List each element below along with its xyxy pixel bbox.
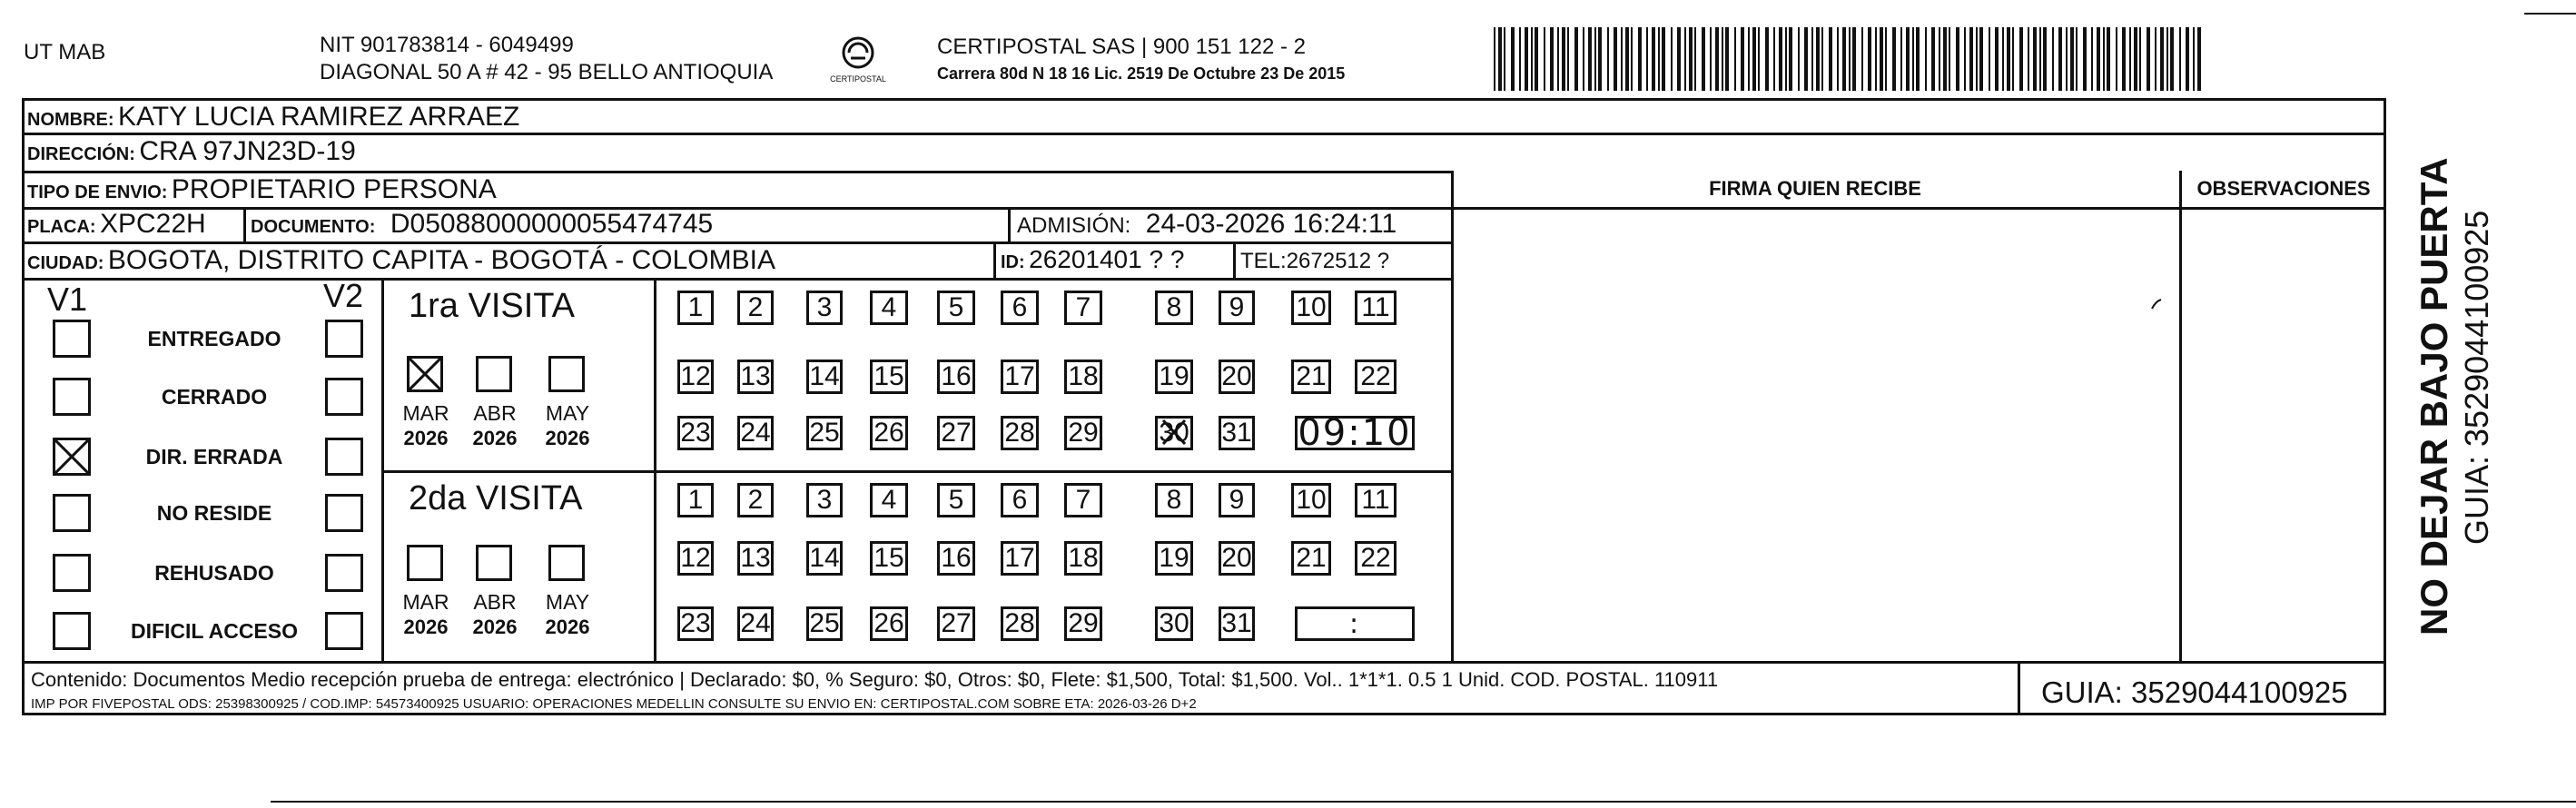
imp-text: IMP POR FIVEPOSTAL ODS: 25398300925 / COD.IMP: 54573400925 USUARIO: OPERACIONES MEDELLIN CONSULTE SU ENVIO EN: CERTIPOSTAL.COM SOBRE ETA: 2026-03-26 D+2 [31, 696, 1197, 712]
second-day-25[interactable]: 25 [806, 606, 843, 641]
barcode-bar [1880, 27, 1883, 91]
second-year-label: 2026 [403, 616, 449, 638]
barcode-bar [1734, 27, 1736, 91]
barcode-bar [2193, 27, 2195, 91]
barcode-bar [1694, 27, 1696, 91]
barcode-bar [1498, 27, 1502, 91]
bottom-rule [271, 801, 2576, 803]
documento-value: D05088000000055474745 [390, 209, 714, 239]
column-divider [1451, 171, 1454, 661]
first-month-label: MAY [545, 401, 590, 425]
barcode-bar [1550, 27, 1554, 91]
barcode-bar [1758, 27, 1760, 91]
pen-mark [2150, 298, 2163, 310]
barcode-bar [1785, 27, 1787, 91]
barcode-bar [1931, 27, 1935, 91]
barcode-bar [1956, 27, 1959, 91]
second-day-4[interactable]: 4 [870, 483, 908, 517]
barcode-bar [1702, 27, 1705, 91]
no-dejar-warning: NO DEJAR BAJO PUERTA [2413, 157, 2455, 636]
direccion-label: DIRECCIÓN: [27, 144, 135, 164]
first-month-label: MAR [402, 401, 449, 425]
license-text: Carrera 80d N 18 16 Lic. 2519 De Octubre 23 De 2015 [937, 64, 1346, 83]
barcode-bar [1671, 27, 1673, 91]
second-day-22[interactable]: 22 [1355, 541, 1397, 576]
first-day-15[interactable]: 15 [870, 360, 908, 394]
barcode-bar [1842, 27, 1846, 91]
v2-label: V2 [323, 277, 364, 314]
v2-checkbox[interactable] [325, 494, 363, 532]
certipostal-logo [822, 34, 894, 85]
barcode-bar [1837, 27, 1839, 91]
second-day-12[interactable]: 12 [677, 541, 714, 576]
barcode-bar [2043, 27, 2047, 91]
certipostal-text: CERTIPOSTAL SAS | 900 151 122 - 2 [937, 34, 1306, 59]
first-day-2[interactable]: 2 [737, 291, 774, 325]
column-divider [381, 278, 384, 661]
second-day-21[interactable]: 21 [1291, 541, 1331, 576]
direccion-value: CRA 97JN23D-19 [139, 136, 356, 166]
v2-checkbox[interactable] [325, 612, 363, 650]
footer-guia: GUIA: 3529044100925 [2041, 675, 2348, 709]
barcode-bar [2028, 27, 2029, 91]
first-year-label: 2026 [545, 427, 590, 449]
id-row [1001, 247, 1184, 272]
barcode-bar [1684, 27, 1686, 91]
first-day-11[interactable]: 11 [1355, 291, 1397, 325]
first-day-28[interactable]: 28 [1001, 416, 1039, 450]
first-time-field[interactable]: 09:10 [1295, 416, 1415, 450]
first-day-14[interactable]: 14 [806, 360, 843, 394]
row-divider [22, 241, 1453, 244]
barcode-bar [1574, 27, 1578, 91]
first-day-31[interactable]: 31 [1219, 416, 1255, 450]
barcode-bar [2134, 27, 2137, 91]
second-year-label: 2026 [545, 616, 590, 638]
barcode-bar [1725, 27, 1729, 91]
first-day-16[interactable]: 16 [937, 360, 975, 394]
barcode-bar [1625, 27, 1629, 91]
barcode-bar [1494, 27, 1495, 91]
barcode [1494, 27, 2202, 91]
placa-value: XPC22H [100, 209, 206, 239]
admision-label: ADMISIÓN: [1017, 213, 1131, 238]
first-day-8[interactable]: 8 [1155, 291, 1193, 325]
first-day-mark [1160, 418, 1188, 447]
barcode-bar [2122, 27, 2126, 91]
barcode-bar [1906, 27, 1910, 91]
barcode-bar [2070, 27, 2074, 91]
barcode-bar [1614, 27, 1617, 91]
barcode-bar [1885, 27, 1887, 91]
barcode-bar [1519, 27, 1521, 91]
barcode-bar [2103, 27, 2105, 91]
cell-divider [243, 207, 246, 241]
first-day-25[interactable]: 25 [806, 416, 843, 450]
first-year-label: 2026 [472, 427, 518, 449]
second-month-checkbox[interactable] [548, 545, 585, 581]
barcode-bar [1544, 27, 1545, 91]
barcode-bar [1652, 27, 1655, 91]
side-guia: GUIA: 3529044100925 [2458, 210, 2495, 545]
company-name: UT MAB [24, 40, 106, 64]
first-month-checkbox[interactable] [407, 356, 443, 392]
barcode-bar [1868, 27, 1871, 91]
footer-divider [2018, 661, 2020, 715]
second-day-11[interactable]: 11 [1355, 483, 1397, 517]
first-day-6[interactable]: 6 [1001, 291, 1039, 325]
first-day-18[interactable]: 18 [1064, 360, 1102, 394]
second-day-18[interactable]: 18 [1064, 541, 1102, 576]
barcode-bar [2058, 27, 2062, 91]
barcode-bar [1646, 27, 1648, 91]
barcode-bar [1662, 27, 1665, 91]
second-month-checkbox[interactable] [407, 545, 443, 581]
nombre-value: KATY LUCIA RAMIREZ ARRAEZ [118, 102, 520, 132]
column-divider [2179, 171, 2182, 661]
barcode-bar [1715, 27, 1719, 91]
second-day-19[interactable]: 19 [1155, 541, 1193, 576]
row-divider [22, 133, 2386, 135]
barcode-bar [1607, 27, 1609, 91]
barcode-bar [2107, 27, 2110, 91]
barcode-bar [2129, 27, 2131, 91]
first-day-24[interactable]: 24 [737, 416, 774, 450]
barcode-bar [2197, 27, 2201, 91]
ciudad-label: CIUDAD: [27, 253, 104, 273]
barcode-bar [1939, 27, 1940, 91]
first-day-21[interactable]: 21 [1291, 360, 1331, 394]
second-day-5[interactable]: 5 [937, 483, 975, 517]
second-day-14[interactable]: 14 [806, 541, 843, 576]
first-day-10[interactable]: 10 [1291, 291, 1331, 325]
barcode-bar [2160, 27, 2164, 91]
barcode-bar [1748, 27, 1750, 91]
first-day-12[interactable]: 12 [677, 360, 714, 394]
tipo-row [27, 176, 497, 203]
barcode-bar [1765, 27, 1769, 91]
barcode-bar [2170, 27, 2174, 91]
first-day-17[interactable]: 17 [1001, 360, 1039, 394]
barcode-bar [1989, 27, 1990, 91]
barcode-bar [2155, 27, 2157, 91]
cell-divider [1233, 241, 1236, 278]
observaciones-header: OBSERVACIONES [2196, 177, 2371, 200]
first-day-7[interactable]: 7 [1064, 291, 1102, 325]
nombre-row [27, 103, 519, 131]
barcode-bar [1821, 27, 1823, 91]
barcode-bar [1829, 27, 1832, 91]
barcode-bar [1861, 27, 1863, 91]
second-day-20[interactable]: 20 [1219, 541, 1255, 576]
documento-row [251, 211, 713, 238]
second-day-28[interactable]: 28 [1001, 606, 1039, 641]
second-day-9[interactable]: 9 [1219, 483, 1255, 517]
barcode-bar [1916, 27, 1920, 91]
first-day-30[interactable]: 30 [1155, 416, 1193, 450]
tipo-value: PROPIETARIO PERSONA [171, 174, 497, 204]
v2-checkbox[interactable] [325, 438, 363, 476]
barcode-bar [2039, 27, 2041, 91]
barcode-bar [1804, 27, 1808, 91]
tel-value: 2672512 ? [1286, 249, 1390, 273]
status-label: DIR. ERRADA [145, 445, 283, 468]
barcode-bar [1969, 27, 1973, 91]
second-month-label: MAY [545, 590, 590, 614]
cell-divider [1008, 207, 1011, 241]
barcode-bar [1722, 27, 1723, 91]
second-day-15[interactable]: 15 [870, 541, 908, 576]
documento-label: DOCUMENTO: [251, 217, 376, 237]
first-day-20[interactable]: 20 [1219, 360, 1255, 394]
barcode-bar [1816, 27, 1820, 91]
barcode-bar [1689, 27, 1693, 91]
second-day-1[interactable]: 1 [677, 483, 714, 517]
second-day-17[interactable]: 17 [1001, 541, 1039, 576]
barcode-bar [2066, 27, 2068, 91]
id-value: 26201401 ? ? [1029, 245, 1185, 273]
first-day-3[interactable]: 3 [806, 291, 843, 325]
first-day-29[interactable]: 29 [1064, 416, 1102, 450]
barcode-bar [1995, 27, 1999, 91]
first-day-9[interactable]: 9 [1219, 291, 1255, 325]
ciudad-value: BOGOTA, DISTRITO CAPITA - BOGOTÁ - COLOMBIA [107, 245, 775, 275]
row-divider [22, 278, 1453, 281]
barcode-bar [1849, 27, 1851, 91]
barcode-bar [2091, 27, 2093, 91]
placa-label: PLACA: [27, 217, 96, 237]
barcode-bar [2139, 27, 2141, 91]
second-day-27[interactable]: 27 [937, 606, 975, 641]
second-day-3[interactable]: 3 [806, 483, 843, 517]
direccion-row [27, 138, 356, 165]
first-month-checkbox[interactable] [476, 356, 512, 392]
barcode-bar [1912, 27, 1914, 91]
barcode-bar [1504, 27, 1505, 91]
barcode-bar [1892, 27, 1896, 91]
status-label: REHUSADO [154, 561, 274, 585]
barcode-bar [1567, 27, 1569, 91]
admision-value: 24-03-2026 16:24:11 [1145, 209, 1397, 239]
first-month-label: ABR [473, 401, 517, 425]
barcode-bar [1658, 27, 1660, 91]
barcode-bar [1789, 27, 1792, 91]
second-day-26[interactable]: 26 [870, 606, 908, 641]
barcode-bar [1588, 27, 1592, 91]
first-day-26[interactable]: 26 [870, 416, 908, 450]
barcode-bar [2052, 27, 2054, 91]
barcode-bar [1979, 27, 1983, 91]
barcode-bar [1976, 27, 1978, 91]
barcode-bar [1779, 27, 1782, 91]
barcode-bar [2116, 27, 2117, 91]
barcode-bar [1798, 27, 1800, 91]
barcode-bar [2076, 27, 2078, 91]
second-month-checkbox[interactable] [476, 545, 512, 581]
barcode-bar [1773, 27, 1775, 91]
second-day-29[interactable]: 29 [1064, 606, 1102, 641]
barcode-bar [1900, 27, 1902, 91]
id-label: ID: [1001, 252, 1025, 272]
second-visit-title: 2da VISITA [409, 479, 583, 517]
barcode-bar [1925, 27, 1927, 91]
second-day-23[interactable]: 23 [677, 606, 714, 641]
barcode-bar [1594, 27, 1596, 91]
second-day-16[interactable]: 16 [937, 541, 975, 576]
second-day-30[interactable]: 30 [1155, 606, 1193, 641]
barcode-bar [1710, 27, 1712, 91]
contenido-text: Contenido: Documentos Medio recepción prueba de entrega: electrónico | Declarado: $0, % Seguro: $0, Otros: $0, Flete: $1,500, Total: $1,500. Vol.. 1*1*1. 0.5 1 Unid. COD. POSTAL. 110911 [31, 668, 1719, 691]
second-year-label: 2026 [472, 616, 518, 638]
first-visit-title: 1ra VISITA [409, 287, 576, 325]
status-label: DIFICIL ACCESO [130, 619, 298, 643]
placa-row [27, 211, 206, 238]
barcode-bar [1621, 27, 1623, 91]
visit-divider [381, 470, 1453, 473]
nit-text: NIT 901783814 - 6049499 [320, 33, 574, 57]
second-month-label: ABR [473, 590, 517, 614]
barcode-bar [1638, 27, 1642, 91]
first-day-5[interactable]: 5 [937, 291, 975, 325]
row-divider [22, 661, 2386, 664]
tel-label: TEL: [1240, 249, 1287, 273]
barcode-bar [2097, 27, 2100, 91]
barcode-bar [1949, 27, 1950, 91]
v1-label: V1 [47, 281, 88, 318]
barcode-bar [2147, 27, 2150, 91]
cell-divider [993, 241, 996, 278]
nombre-label: NOMBRE: [27, 110, 114, 130]
tipo-label: TIPO DE ENVIO: [27, 182, 168, 202]
first-month-checkbox[interactable] [548, 356, 585, 392]
barcode-bar [2166, 27, 2168, 91]
first-day-22[interactable]: 22 [1355, 360, 1397, 394]
barcode-bar [2007, 27, 2010, 91]
first-day-23[interactable]: 23 [677, 416, 714, 450]
second-day-24[interactable]: 24 [737, 606, 774, 641]
second-day-10[interactable]: 10 [1291, 483, 1331, 517]
barcode-bar [2186, 27, 2189, 91]
barcode-bar [1964, 27, 1966, 91]
second-time-field[interactable]: : [1295, 606, 1415, 641]
barcode-bar [1531, 27, 1533, 91]
tel-row [1240, 251, 1389, 272]
row-divider [22, 171, 1453, 173]
barcode-bar [1852, 27, 1856, 91]
barcode-bar [1631, 27, 1633, 91]
barcode-bar [1583, 27, 1584, 91]
ciudad-row [27, 247, 775, 274]
firma-header: FIRMA QUIEN RECIBE [1709, 177, 1921, 200]
barcode-bar [1562, 27, 1565, 91]
v2-checkbox[interactable] [325, 320, 363, 358]
barcode-bar [1525, 27, 1528, 91]
barcode-bar [2033, 27, 2037, 91]
v2-checkbox[interactable] [325, 554, 363, 592]
barcode-bar [1741, 27, 1744, 91]
first-day-19[interactable]: 19 [1155, 360, 1193, 394]
barcode-bar [1943, 27, 1947, 91]
admision-row [1017, 211, 1397, 238]
v2-checkbox[interactable] [325, 378, 363, 416]
second-day-31[interactable]: 31 [1219, 606, 1255, 641]
edge-mark [2524, 13, 2576, 15]
second-day-8[interactable]: 8 [1155, 483, 1193, 517]
barcode-bar [1752, 27, 1756, 91]
status-label: CERRADO [161, 385, 268, 409]
barcode-bar [2179, 27, 2181, 91]
barcode-bar [1511, 27, 1515, 91]
barcode-bar [2083, 27, 2087, 91]
second-month-label: MAR [402, 590, 449, 614]
second-day-7[interactable]: 7 [1064, 483, 1102, 517]
second-day-13[interactable]: 13 [737, 541, 774, 576]
first-day-1[interactable]: 1 [677, 291, 714, 325]
barcode-bar [2019, 27, 2023, 91]
second-day-6[interactable]: 6 [1001, 483, 1039, 517]
status-label: ENTREGADO [147, 327, 281, 350]
address-text: DIAGONAL 50 A # 42 - 95 BELLO ANTIOQUIA [320, 60, 774, 84]
barcode-bar [2012, 27, 2014, 91]
first-day-4[interactable]: 4 [870, 291, 908, 325]
barcode-bar [1677, 27, 1681, 91]
second-day-2[interactable]: 2 [737, 483, 774, 517]
column-divider [654, 278, 656, 661]
barcode-bar [2002, 27, 2004, 91]
logo-text: CERTIPOSTAL [830, 74, 886, 84]
barcode-bar [1598, 27, 1602, 91]
first-day-27[interactable]: 27 [937, 416, 975, 450]
status-label: NO RESIDE [156, 501, 272, 525]
barcode-bar [1811, 27, 1813, 91]
first-year-label: 2026 [403, 427, 449, 449]
barcode-bar [1535, 27, 1538, 91]
first-day-13[interactable]: 13 [737, 360, 774, 394]
barcode-bar [1875, 27, 1877, 91]
barcode-bar [1557, 27, 1559, 91]
